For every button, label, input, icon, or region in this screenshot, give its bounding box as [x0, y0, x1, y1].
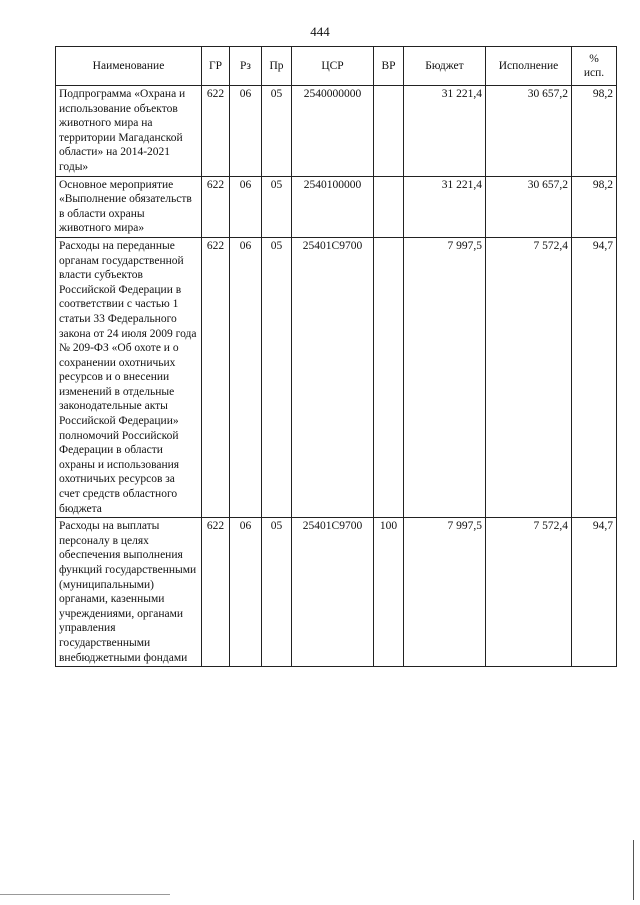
- row-vr: [374, 176, 404, 237]
- scan-edge-line: [633, 840, 634, 900]
- row-rz: 06: [230, 176, 262, 237]
- row-rz: 06: [230, 86, 262, 177]
- row-pct: 94,7: [572, 518, 617, 667]
- header-rz: Рз: [230, 47, 262, 86]
- row-execution: 7 572,4: [486, 518, 572, 667]
- row-vr: [374, 237, 404, 517]
- header-pct: [572, 47, 617, 86]
- row-execution: 7 572,4: [486, 237, 572, 517]
- header-pct-label: исп.: [583, 67, 605, 79]
- table-row: [56, 176, 617, 237]
- header-csr: ЦСР: [292, 47, 374, 86]
- row-budget: 7 997,5: [404, 237, 486, 517]
- budget-table: [55, 46, 617, 667]
- row-pr: 05: [262, 86, 292, 177]
- row-name: Основное мероприятие «Выполнение обязательств в области охраны животного мира»: [56, 176, 202, 237]
- row-pct: 94,7: [572, 237, 617, 517]
- row-gr: 622: [202, 518, 230, 667]
- row-rz: 06: [230, 237, 262, 517]
- row-vr: [374, 86, 404, 177]
- row-pr: 05: [262, 237, 292, 517]
- row-gr: 622: [202, 237, 230, 517]
- row-name: Расходы на выплаты персоналу в целях обеспечения выполнения функций государственными (муниципальными) органами, казенными учреждениями, органами управления государственными внебюджетными фондами: [56, 518, 202, 667]
- row-budget: 31 221,4: [404, 86, 486, 177]
- scan-bottom-line: [0, 894, 170, 895]
- header-budget: Бюджет: [404, 47, 486, 86]
- row-csr: 2540100000: [292, 176, 374, 237]
- row-gr: 622: [202, 86, 230, 177]
- row-vr: 100: [374, 518, 404, 667]
- row-execution: 30 657,2: [486, 86, 572, 177]
- row-name: Расходы на переданные органам государственной власти субъектов Российской Федерации в соответствии с частью 1 статьи 33 Федерального закона от 24 июля 2009 года № 209-ФЗ «Об охоте и о сохранении охотничьих ресурсов и о внесении изменений в отдельные законодательные акты Российской Федерации» полномочий Российской Федерации в области охраны и использования охотничьих ресурсов за счет средств областного бюджета: [56, 237, 202, 517]
- table-header-row: [56, 47, 617, 86]
- page-number: 444: [310, 24, 330, 39]
- header-gr: ГР: [202, 47, 230, 86]
- row-pct: 98,2: [572, 86, 617, 177]
- row-pct: 98,2: [572, 176, 617, 237]
- table-row: [56, 518, 617, 667]
- header-vr: ВР: [374, 47, 404, 86]
- table-row: [56, 86, 617, 177]
- table-row: [56, 237, 617, 517]
- row-name: Подпрограмма «Охрана и использование объектов животного мира на территории Магаданской области» на 2014-2021 годы»: [56, 86, 202, 177]
- row-execution: 30 657,2: [486, 176, 572, 237]
- row-budget: 31 221,4: [404, 176, 486, 237]
- row-gr: 622: [202, 176, 230, 237]
- header-name: Наименование: [56, 47, 202, 86]
- header-pct-symbol: %: [589, 53, 599, 65]
- row-csr: 25401С9700: [292, 518, 374, 667]
- row-csr: 25401С9700: [292, 237, 374, 517]
- row-pr: 05: [262, 518, 292, 667]
- header-execution: Исполнение: [486, 47, 572, 86]
- row-budget: 7 997,5: [404, 518, 486, 667]
- header-pr: Пр: [262, 47, 292, 86]
- row-csr: 2540000000: [292, 86, 374, 177]
- row-pr: 05: [262, 176, 292, 237]
- row-rz: 06: [230, 518, 262, 667]
